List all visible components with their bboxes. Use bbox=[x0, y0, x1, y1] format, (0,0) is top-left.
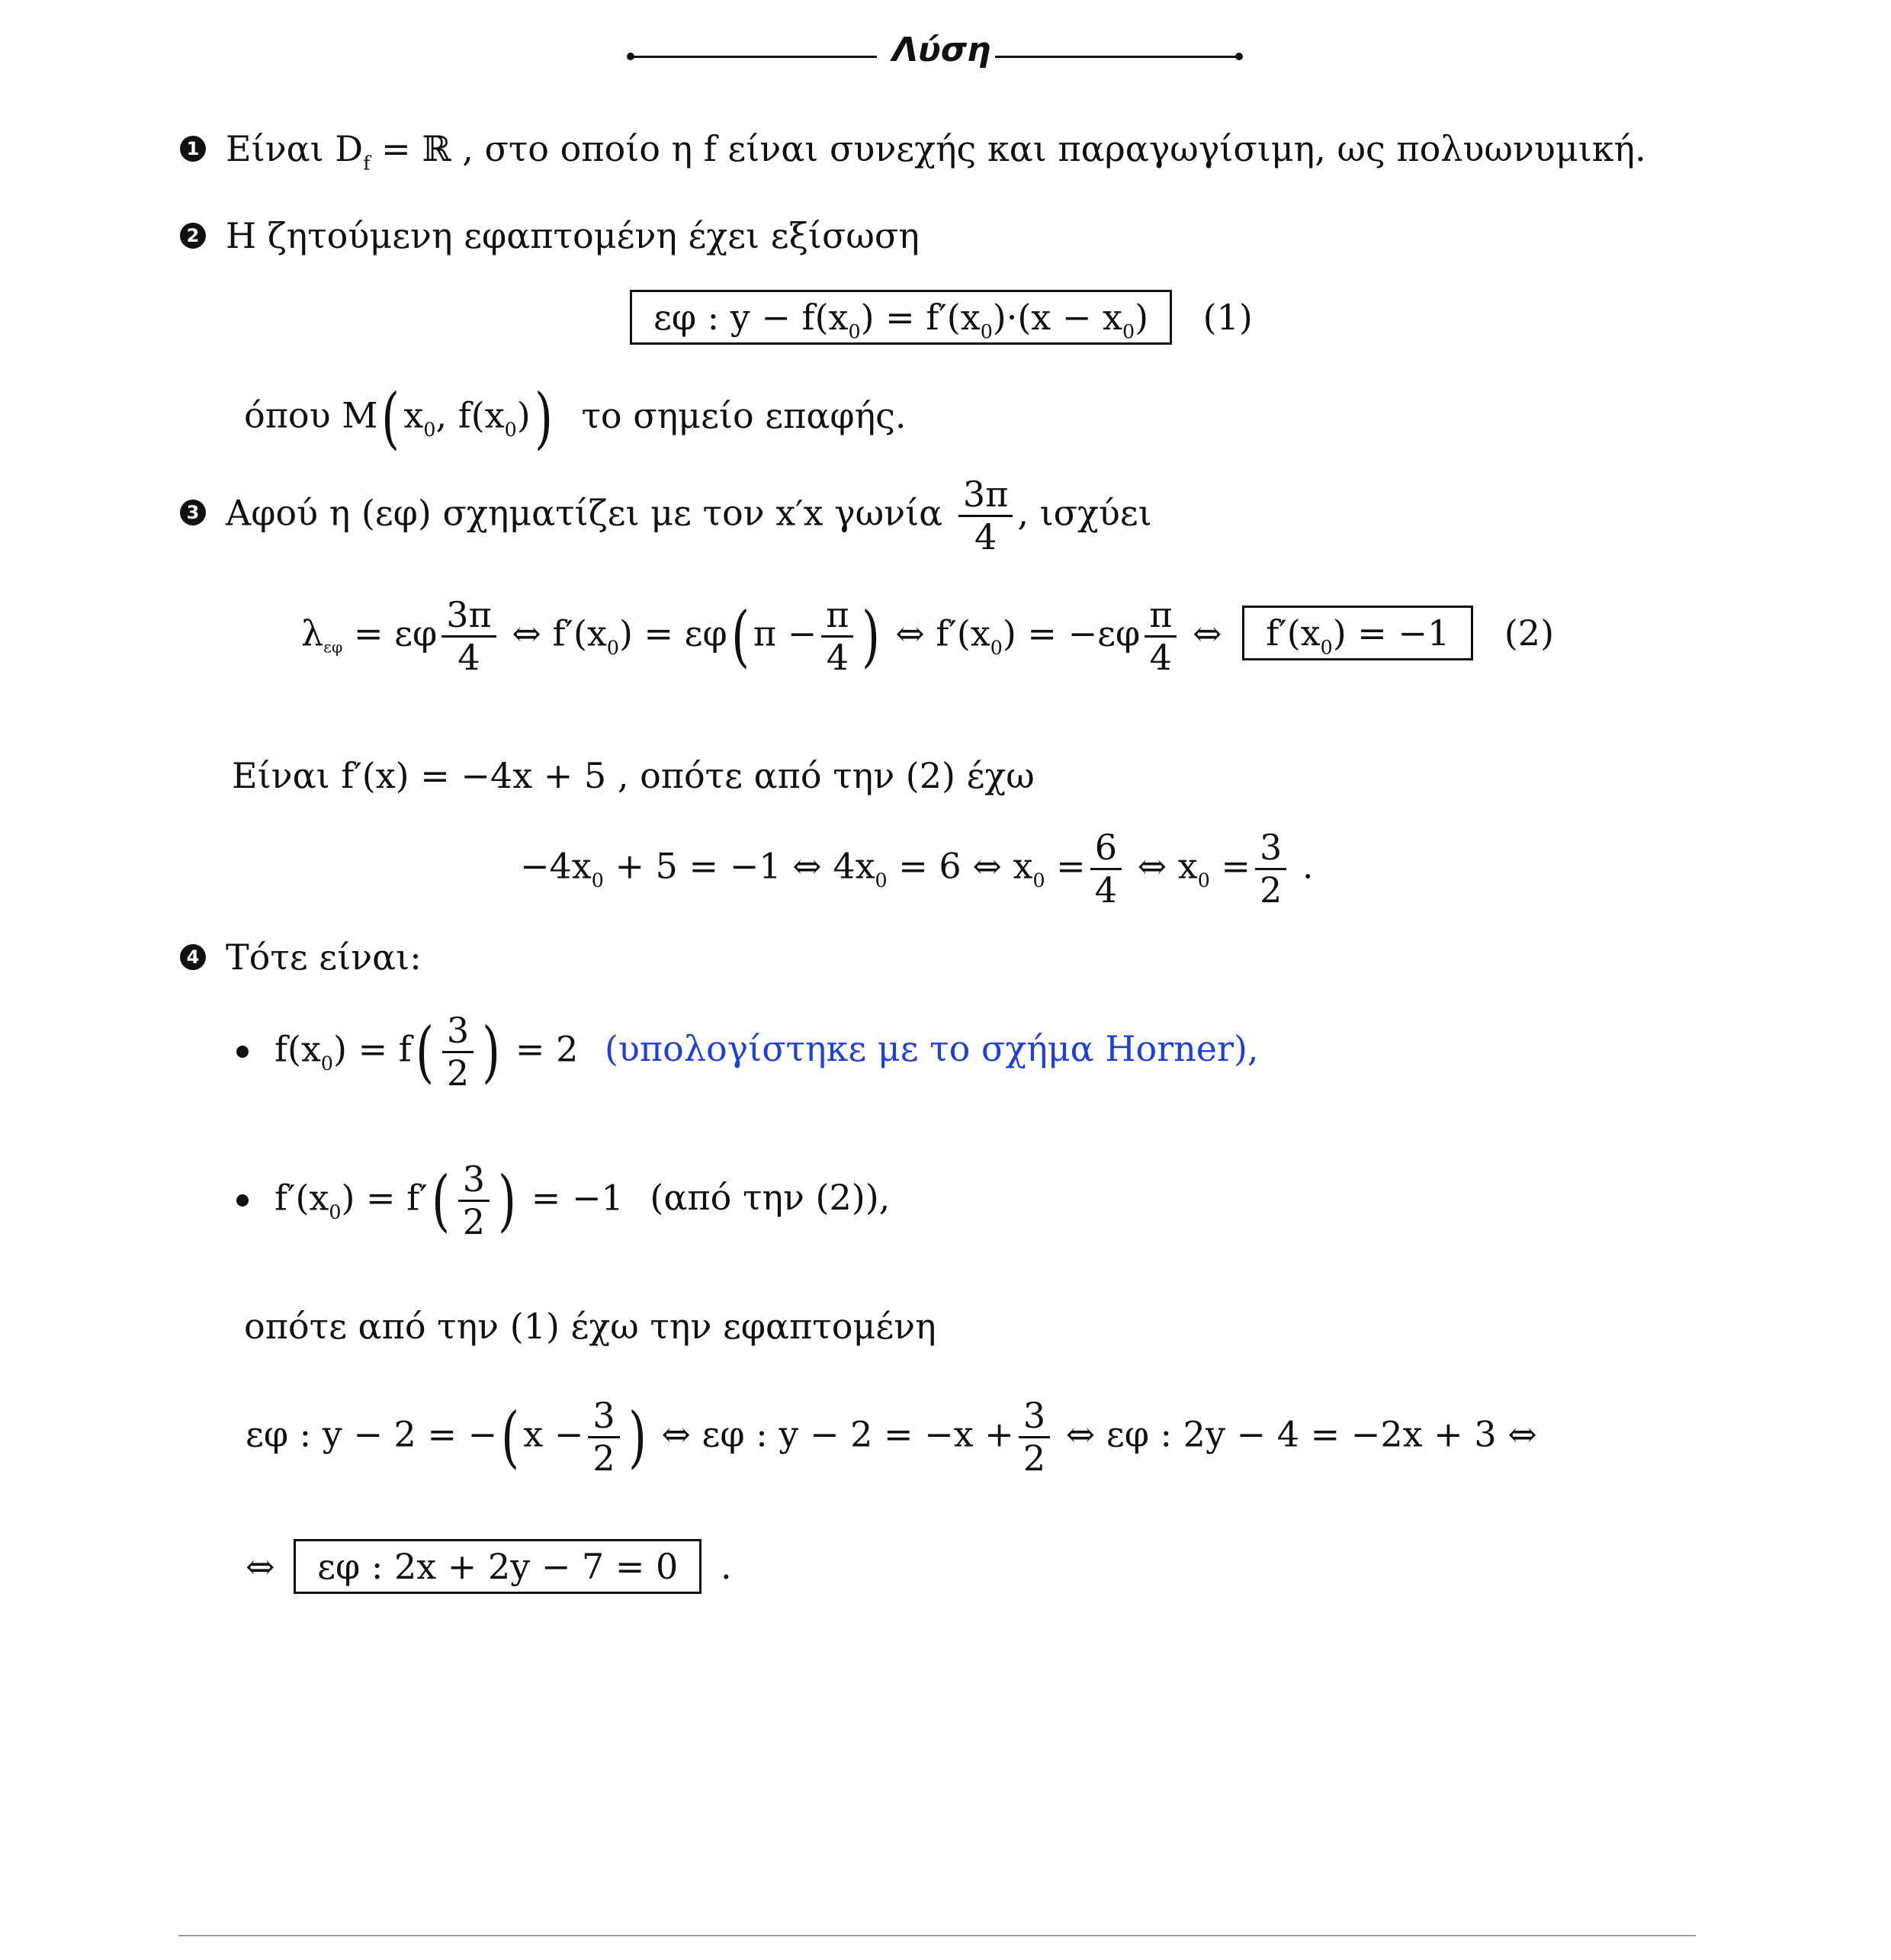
bottom-rule bbox=[178, 1935, 1696, 1936]
bullet-dot bbox=[236, 1046, 249, 1058]
derivative-line: Είναι f′(x) = −4x + 5 , οπότε από την (2) έχω bbox=[232, 755, 1035, 796]
step-2 bbox=[180, 215, 920, 256]
step-1-text-b: = ℝ , στο οποίο η f είναι συνεχής και παραγωγίσιμη, ως πολυωνυμική. bbox=[370, 128, 1646, 169]
equation-1 bbox=[630, 290, 1253, 345]
title-rule-right bbox=[995, 56, 1239, 58]
then-line: οπότε από την (1) έχω την εφαπτομένη bbox=[244, 1306, 936, 1347]
equation-4: εφ : y − 2 = −( x − $\frac{3}{2}$ ) ⇔ εφ : y − 2 = −x + $\frac{3}{2}$ ⇔ εφ : 2y − 4 = −2x + 3 ⇔ bbox=[246, 1395, 1537, 1479]
step-4: 4 Τότε είναι: bbox=[180, 937, 422, 978]
bullet-1: $f(x_0) = f$( $\frac{3}{2}$ ) = 2 (υπολογίστηκε με το σχήμα Horner), bbox=[236, 1011, 1259, 1094]
step-2-marker: 2 bbox=[180, 223, 206, 249]
step-1-text-a: Είναι D bbox=[226, 128, 364, 169]
title-rule-right-dot bbox=[1235, 53, 1243, 60]
equation-2: $\lambda_{\varepsilon\varphi} = \varepsilon\varphi$ $\frac{3\pi}{4}$ ⇔ $f'(x_0) = \varepsilon\varphi$( π − $\frac{\pi}{4}$ ) ⇔ $f'(x_0) = -\varepsilon\varphi$ $\frac{\pi}{4}$ ⇔ $f'(x_0) = -1$ (2) bbox=[301, 594, 1555, 678]
step-3-marker: 3 bbox=[180, 500, 206, 525]
equation-2-box: $f'(x_0) = -1$ bbox=[1242, 606, 1473, 660]
final-answer-box: εφ : 2x + 2y − 7 = 0 bbox=[294, 1539, 702, 1594]
horner-note: (υπολογίστηκε με το σχήμα Horner), bbox=[604, 1028, 1259, 1070]
step-1-sub: f bbox=[363, 152, 371, 175]
bullet-dot bbox=[236, 1194, 249, 1207]
equation-1-box: εφ : $y - f(x_0) = f'(x_0)\cdot(x - x_0)$ bbox=[630, 290, 1172, 345]
bullet-2: $f'(x_0) = f'$( $\frac{3}{2}$ ) = −1 (από την (2)), bbox=[236, 1159, 890, 1242]
step-2-where: όπου M( $x_0$, $f(x_0)$) το σημείο επαφής. bbox=[244, 379, 907, 457]
step-2-text: Η ζητούμενη εφαπτομένη έχει εξίσωση bbox=[226, 215, 920, 256]
equation-2-tag: (2) bbox=[1504, 612, 1555, 654]
step-3: 3 Αφού η (εφ) σχηματίζει με τον x′x γωνία $\frac{3\pi}{4}$ , ισχύει bbox=[180, 474, 1152, 557]
equation-1-tag: (1) bbox=[1202, 297, 1253, 338]
angle-fraction: $\frac{3\pi}{4}$ bbox=[958, 474, 1013, 557]
equation-3: $-4x_0 + 5 = -1$ ⇔ $4x_0 = 6$ ⇔ $x_0$ = $\frac{6}{4}$ ⇔ $x_0$ = $\frac{3}{2}$ . bbox=[520, 827, 1314, 911]
page-title: Λύση bbox=[892, 31, 991, 69]
title-rule-left-dot bbox=[627, 53, 634, 60]
step-1-marker: 1 bbox=[180, 136, 206, 162]
equation-5: ⇔ εφ : 2x + 2y − 7 = 0 . bbox=[246, 1539, 732, 1594]
step-1 bbox=[180, 128, 1646, 175]
step-4-marker: 4 bbox=[180, 944, 206, 970]
title-rule-left bbox=[633, 56, 877, 58]
